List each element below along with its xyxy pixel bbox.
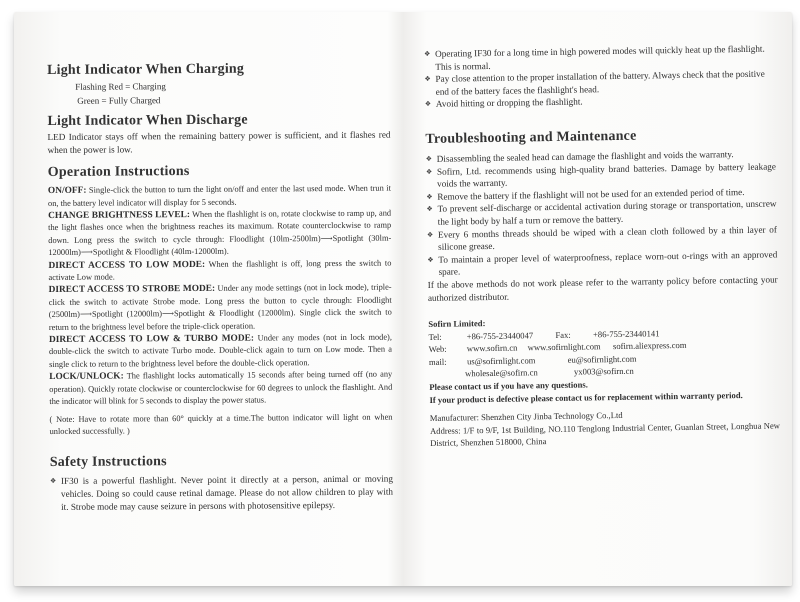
low-label: DIRECT ACCESS TO LOW MODE: bbox=[48, 259, 206, 271]
questions-note: Please contact us if you have any questions. bbox=[429, 379, 588, 393]
turbo-label: DIRECT ACCESS TO LOW & TURBO MODE: bbox=[48, 333, 255, 346]
charging-green: Green = Fully Charged bbox=[77, 95, 161, 106]
discharge-title: Light Indicator When Discharge bbox=[47, 112, 248, 129]
charging-title: Light Indicator When Charging bbox=[47, 61, 245, 78]
battery-install-bullet: ❖ Pay close attention to the proper installation of the battery. Always check that the positive end of the battery faces the flashlight's head. bbox=[424, 68, 774, 99]
onoff-paragraph bbox=[48, 183, 391, 210]
strobe-text: Under any mode settings (not in lock mode), triple-click the switch to activate Strobe mode. Long press the button to cycle through: Floodlight (2500lm)⟶Spotlight (12000lm)⟶Spotlight & Floodlight (12000lm). Single click the switch to return to the brightness level before the triple-click operation. bbox=[48, 283, 392, 332]
turbo-paragraph bbox=[49, 332, 392, 372]
charging-flashing-red: Flashing Red = Charging bbox=[75, 81, 166, 92]
lock-label: LOCK/UNLOCK: bbox=[49, 371, 124, 383]
maintenance-bullet-3: ❖ Remove the battery if the flashlight will not be used for an extended period of time. bbox=[426, 185, 776, 203]
mail-link-3[interactable]: wholesale@sofirn.cn bbox=[465, 367, 538, 379]
safety-bullet: ❖ IF30 is a powerful flashlight. Never point it directly at a person, animal or moving vehicles. Doing so could cause retinal damage. Please do not allow children to play with it. Strobe mode may cause seizure in persons with photosensitive epilepsy. bbox=[50, 473, 393, 513]
fax-label: Fax: bbox=[555, 329, 571, 340]
low-text: When the flashlight is off, long press the switch to activate Low mode. bbox=[48, 258, 392, 283]
brightness-paragraph bbox=[48, 208, 391, 260]
tel-value: +86-755-23440047 bbox=[466, 330, 534, 342]
mail-label: mail: bbox=[428, 356, 447, 367]
lock-text: The flashlight locks automatically 15 seconds after being turned off (no any operation). Quickly rotate clockwise or counterclockwise for 60 degrees to unlock the flashlight. And the indicator will blink for 5 seconds to display the power status. bbox=[49, 369, 393, 407]
discharge-text: LED Indicator stays off when the remaining battery power is sufficient, and it flashes red when the power is low. bbox=[47, 129, 391, 155]
troubleshooting-title: Troubleshooting and Maintenance bbox=[425, 128, 637, 147]
strobe-label: DIRECT ACCESS TO STROBE MODE: bbox=[48, 284, 216, 296]
web-link-2[interactable]: www.sofirnlight.com bbox=[527, 341, 601, 353]
company-name: Sofirn Limited: bbox=[428, 318, 486, 330]
onoff-label: ON/OFF: bbox=[47, 185, 87, 197]
tel-label: Tel: bbox=[428, 331, 442, 342]
contact-block bbox=[428, 313, 780, 450]
maintenance-bullet-6: ❖ To maintain a proper level of waterproofness, replace worn-out o-rings with an approved spare. bbox=[427, 248, 777, 279]
operation-title: Operation Instructions bbox=[47, 164, 190, 181]
avoid-drop-bullet: ❖ Avoid hitting or dropping the flashlight. bbox=[425, 93, 775, 111]
manufacturer: Manufacturer: Shenzhen City Jinba Technology Co.,Ltd bbox=[429, 410, 623, 424]
maintenance-bullet-2: ❖ Sofirn, Ltd. recommends using high-quality brand batteries. Damage by battery leakage voids the warranty. bbox=[426, 160, 776, 191]
low-paragraph bbox=[48, 257, 391, 284]
manual-page bbox=[14, 12, 792, 586]
left-column bbox=[47, 60, 393, 513]
web-link-1[interactable]: www.sofirn.cn bbox=[466, 342, 518, 354]
maintenance-bullet-1: ❖ Disassembling the sealed head can damage the flashlight and voids the warranty. bbox=[426, 147, 776, 165]
heat-bullet: ❖ Operating IF30 for a long time in high powered modes will quickly heat up the flashlight. This is normal. bbox=[424, 43, 774, 74]
lock-paragraph bbox=[49, 369, 392, 409]
safety-title: Safety Instructions bbox=[49, 454, 167, 471]
brightness-label: CHANGE BRIGHTNESS LEVEL: bbox=[48, 210, 191, 221]
right-column bbox=[424, 43, 780, 450]
address: Address: 1/F to 9/F, 1st Building, NO.110 Tenglong Industrial Center, Guanlan Street, Longhua New District, Shenzhen 518000, China bbox=[429, 420, 781, 449]
maintenance-bullet-4: ❖ To prevent self-discharge or accidental activation during storage or transportation, unscrew the light body by half a turn or remove the battery. bbox=[426, 198, 776, 229]
warranty-note: If the above methods do not work please refer to the warranty policy before contacting your authorized distributor. bbox=[427, 274, 778, 303]
turbo-text: Under any modes (not in lock mode), double-click the switch to activate Turbo mode. Double-click again to turn on Low mode. Then a single click to return to the brightness level before the double-click operation. bbox=[48, 332, 393, 369]
defective-note: If your product is defective please contact us for replacement within warranty period. bbox=[429, 389, 743, 405]
mail-link-2[interactable]: eu@sofirnlight.com bbox=[567, 353, 637, 365]
mail-link-1[interactable]: us@sofirnlight.com bbox=[467, 355, 536, 367]
unlock-note: ( Note: Have to rotate more than 60° quickly at a time.The button indicator will light on when unlocked successfully. ) bbox=[49, 412, 393, 436]
onoff-text: Single-click the button to turn the light on/off and enter the last used mode. When trun it on, the battery level indicator will display for 5 seconds. bbox=[47, 183, 391, 208]
web-link-3[interactable]: sofirn.aliexpress.com bbox=[612, 340, 687, 352]
brightness-text: When the flashlight is on, rotate clockwise to ramp up, and the light flashes once when the brightness reaches its maximum. Rotate counterclockwise to ramp down. Long press the switch to cycle through: Floodlight (10lm-2500lm)⟶Spotlight (30lm-12000lm)⟶Spotlight & Floodlight (40lm-12000lm). bbox=[48, 208, 392, 258]
mail-link-4[interactable]: yx003@sofirn.cn bbox=[573, 366, 634, 378]
web-label: Web: bbox=[428, 343, 447, 355]
maintenance-bullet-5: ❖ Every 6 months threads should be wiped with a clean cloth followed by a thin layer of silicone grease. bbox=[427, 223, 777, 254]
strobe-paragraph bbox=[49, 282, 392, 334]
fax-value: +86-755-23440141 bbox=[592, 328, 660, 340]
